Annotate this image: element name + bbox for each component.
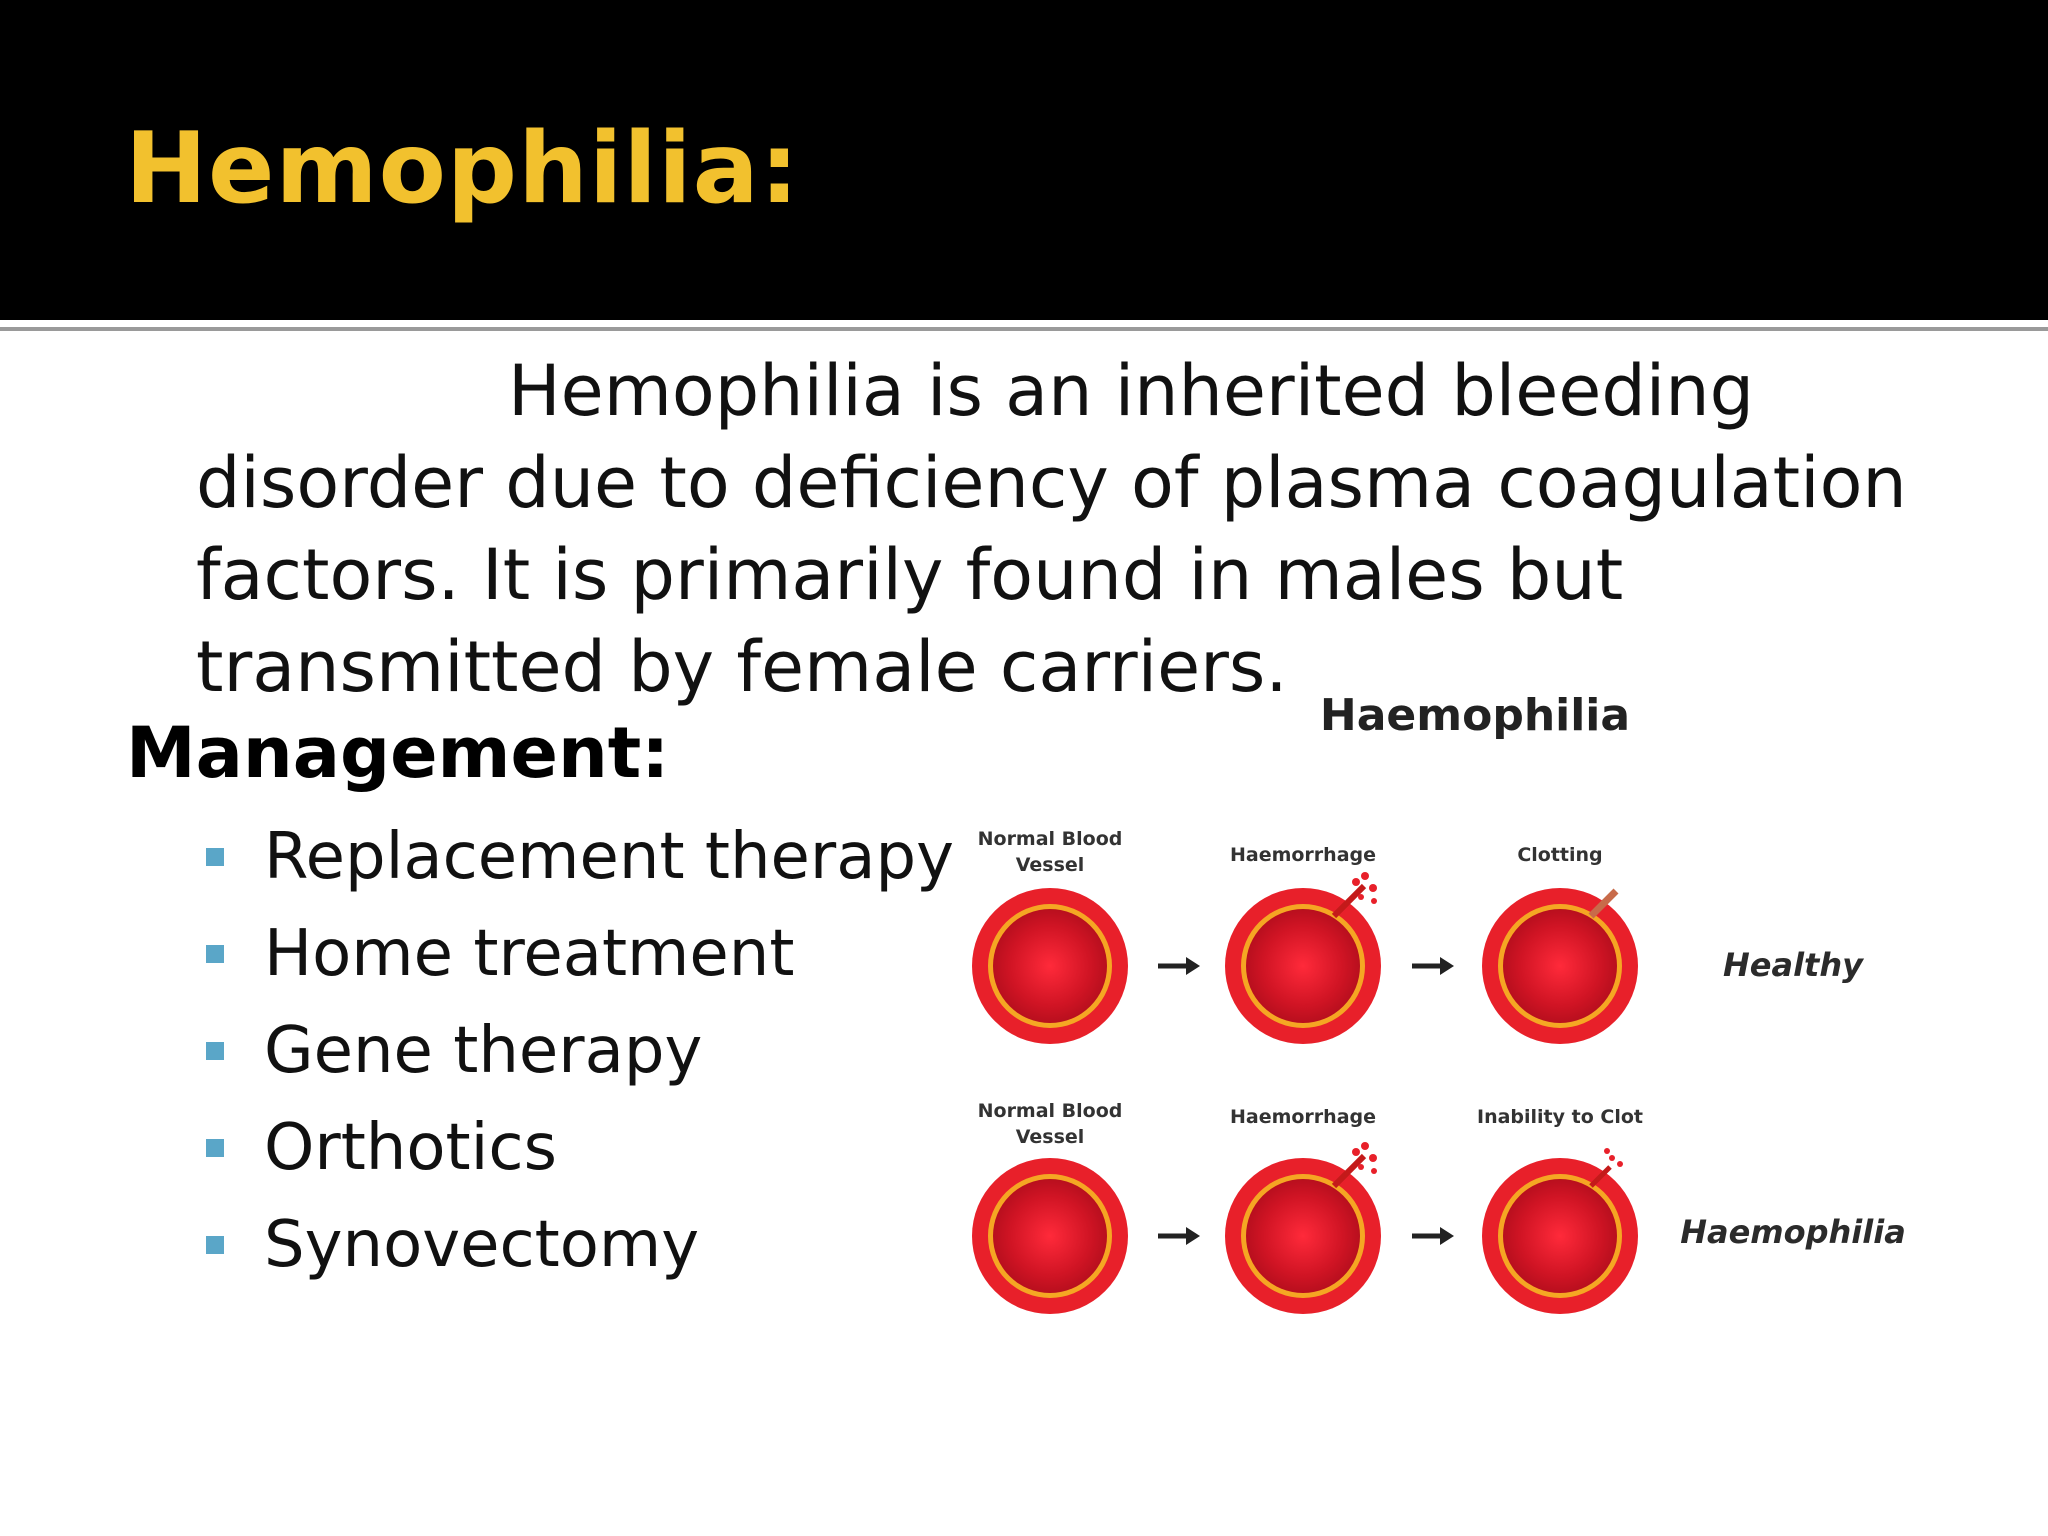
arrow-right-icon bbox=[1412, 957, 1454, 975]
arrow-right-icon bbox=[1158, 957, 1200, 975]
arrow-right-icon bbox=[1412, 1227, 1454, 1245]
step-label: Haemorrhage bbox=[1229, 1106, 1377, 1128]
haemophilia-diagram bbox=[960, 690, 1970, 1340]
header-divider bbox=[0, 327, 2048, 331]
intro-line-4: transmitted by female carriers. bbox=[196, 626, 1288, 708]
vessel-haemorrhage-icon bbox=[1225, 872, 1381, 1044]
slide-title: Hemophilia: bbox=[125, 112, 800, 226]
intro-paragraph bbox=[196, 345, 1996, 713]
square-bullet-icon bbox=[206, 1139, 224, 1157]
step-label: Normal Blood Vessel bbox=[977, 1100, 1123, 1148]
vessel-normal-icon bbox=[972, 888, 1128, 1044]
square-bullet-icon bbox=[206, 1236, 224, 1254]
vessel-normal-icon bbox=[972, 1158, 1128, 1314]
intro-line-2: disorder due to deficiency of plasma coagulation bbox=[196, 442, 1907, 524]
intro-line-1: Hemophilia is an inherited bleeding bbox=[508, 350, 1755, 432]
square-bullet-icon bbox=[206, 848, 224, 866]
diagram-title: Haemophilia bbox=[1319, 690, 1631, 741]
step-label: Haemorrhage bbox=[1229, 844, 1377, 866]
list-item-text: Gene therapy bbox=[264, 1014, 703, 1088]
vessel-clotting-icon bbox=[1482, 888, 1638, 1044]
step-label: Clotting bbox=[1517, 844, 1603, 866]
intro-line-3: factors. It is primarily found in males but bbox=[196, 534, 1624, 616]
list-item-text: Home treatment bbox=[264, 917, 795, 991]
step-label: Normal Blood Vessel bbox=[977, 828, 1123, 876]
square-bullet-icon bbox=[206, 1042, 224, 1060]
management-heading: Management: bbox=[126, 712, 670, 794]
list-item-text: Replacement therapy bbox=[264, 820, 954, 894]
vessel-no-clot-icon bbox=[1482, 1148, 1638, 1314]
row-label-haemophilia: Haemophilia bbox=[1680, 1213, 1906, 1251]
list-item-text: Synovectomy bbox=[264, 1208, 700, 1282]
list-item-text: Orthotics bbox=[264, 1111, 557, 1185]
arrow-right-icon bbox=[1158, 1227, 1200, 1245]
step-label: Inability to Clot bbox=[1477, 1106, 1643, 1128]
vessel-haemorrhage-icon bbox=[1225, 1142, 1381, 1314]
square-bullet-icon bbox=[206, 945, 224, 963]
slide-header bbox=[0, 0, 2048, 320]
row-label-healthy: Healthy bbox=[1723, 946, 1863, 984]
